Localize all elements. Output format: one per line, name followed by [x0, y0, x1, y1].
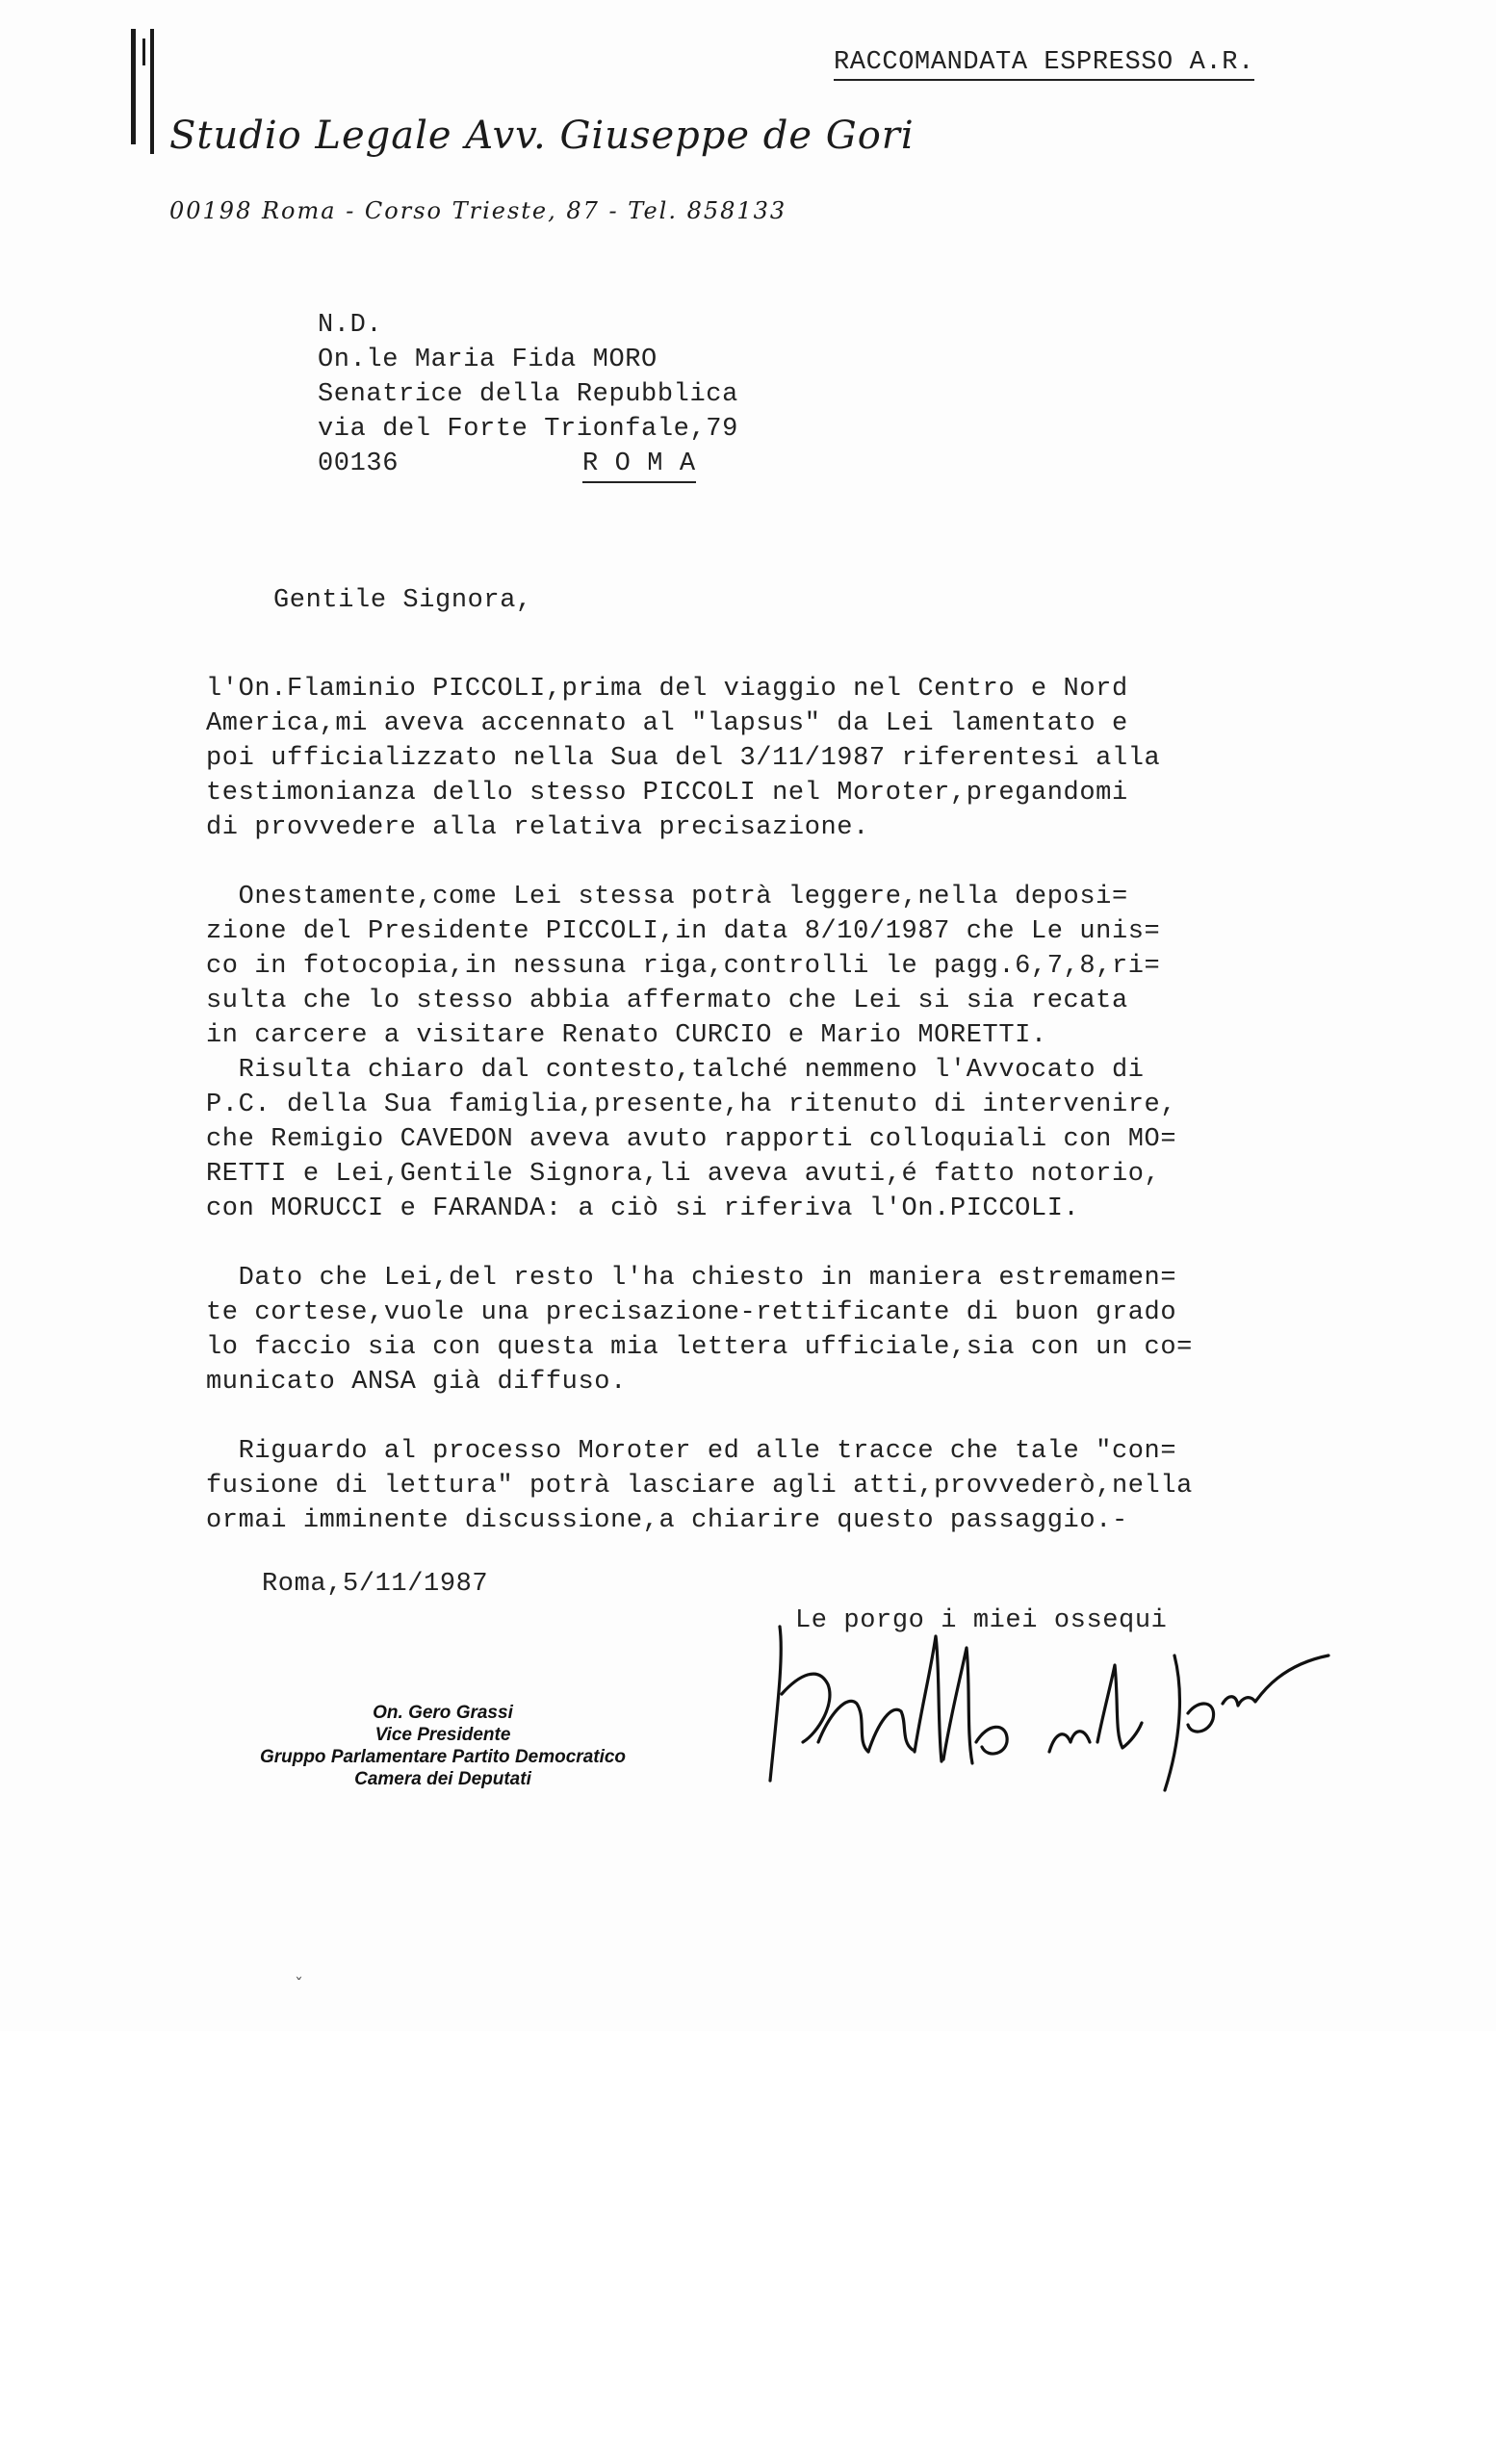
- recipient-line: On.le Maria Fida MORO: [318, 346, 658, 374]
- body-line: di provvedere alla relativa precisazione.: [206, 813, 869, 842]
- salutation: Gentile Signora,: [273, 586, 532, 615]
- body-line: ormai imminente discussione,a chiarire questo passaggio.-: [206, 1506, 1128, 1535]
- letterhead-address: 00198 Roma - Corso Trieste, 87 - Tel. 858133: [169, 197, 787, 224]
- body-line: sulta che lo stesso abbia affermato che Lei si sia recata: [206, 987, 1128, 1015]
- body-line: P.C. della Sua famiglia,presente,ha ritenuto di intervenire,: [206, 1091, 1177, 1119]
- margin-mark: [131, 29, 136, 144]
- recipient-line: via del Forte Trionfale,79: [318, 415, 738, 444]
- body-line: in carcere a visitare Renato CURCIO e Mario MORETTI.: [206, 1021, 1047, 1050]
- margin-mark: [142, 38, 145, 65]
- recipient-line: Senatrice della Repubblica: [318, 380, 738, 409]
- body-line: Riguardo al processo Moroter ed alle tracce che tale "con=: [206, 1437, 1177, 1466]
- margin-mark: [150, 29, 154, 154]
- signature-mark: [761, 1598, 1357, 1810]
- stamp-role: Vice Presidente: [374, 1725, 511, 1745]
- closing-line: Le porgo i miei ossequi: [795, 1606, 1168, 1635]
- stamp-name: On. Gero Grassi: [373, 1703, 513, 1723]
- body-line: testimonianza dello stesso PICCOLI nel Moroter,pregandomi: [206, 779, 1128, 808]
- stamp-chamber: Camera dei Deputati: [354, 1769, 531, 1789]
- body-paragraph-2: [206, 880, 1313, 1226]
- body-line: poi ufficializzato nella Sua del 3/11/1987 riferentesi alla: [206, 744, 1161, 773]
- delivery-note: RACCOMANDATA ESPRESSO A.R.: [834, 48, 1254, 81]
- body-paragraph-3: [206, 1261, 1313, 1399]
- stamp-group: Gruppo Parlamentare Partito Democratico: [259, 1747, 627, 1767]
- body-line: zione del Presidente PICCOLI,in data 8/10/1987 che Le unis=: [206, 917, 1161, 946]
- body-line: municato ANSA già diffuso.: [206, 1368, 627, 1397]
- body-paragraph-1: [206, 672, 1313, 845]
- letterhead-firm: Studio Legale Avv. Giuseppe de Gori: [169, 114, 915, 158]
- body-line: lo faccio sia con questa mia lettera ufficiale,sia con un co=: [206, 1333, 1193, 1362]
- recipient-city: R O M A: [582, 447, 696, 483]
- body-line: te cortese,vuole una precisazione-rettificante di buon grado: [206, 1298, 1177, 1327]
- place-date: Roma,5/11/1987: [262, 1570, 489, 1599]
- body-paragraph-4: [206, 1434, 1313, 1538]
- body-line: che Remigio CAVEDON aveva avuto rapporti colloquiali con MO=: [206, 1125, 1177, 1154]
- body-line: co in fotocopia,in nessuna riga,controlli le pagg.6,7,8,ri=: [206, 952, 1161, 981]
- scan-speck: ˇ: [295, 1975, 303, 1995]
- body-line: America,mi aveva accennato al "lapsus" da Lei lamentato e: [206, 709, 1128, 738]
- body-line: Dato che Lei,del resto l'ha chiesto in maniera estremamen=: [206, 1264, 1177, 1293]
- recipient-postcode: 00136: [318, 449, 400, 478]
- body-line: Risulta chiaro dal contesto,talché nemmeno l'Avvocato di: [206, 1056, 1145, 1085]
- body-line: fusione di lettura" potrà lasciare agli atti,provvederò,nella: [206, 1472, 1193, 1501]
- recipient-line: N.D.: [318, 311, 383, 340]
- body-line: RETTI e Lei,Gentile Signora,li aveva avuti,é fatto notorio,: [206, 1160, 1161, 1189]
- body-line: l'On.Flaminio PICCOLI,prima del viaggio nel Centro e Nord: [206, 675, 1128, 704]
- parliamentary-stamp: [231, 1702, 655, 1790]
- body-line: con MORUCCI e FARANDA: a ciò si riferiva l'On.PICCOLI.: [206, 1194, 1080, 1223]
- body-line: Onestamente,come Lei stessa potrà leggere,nella deposi=: [206, 883, 1128, 911]
- blank-margin: [0, 2031, 1496, 2464]
